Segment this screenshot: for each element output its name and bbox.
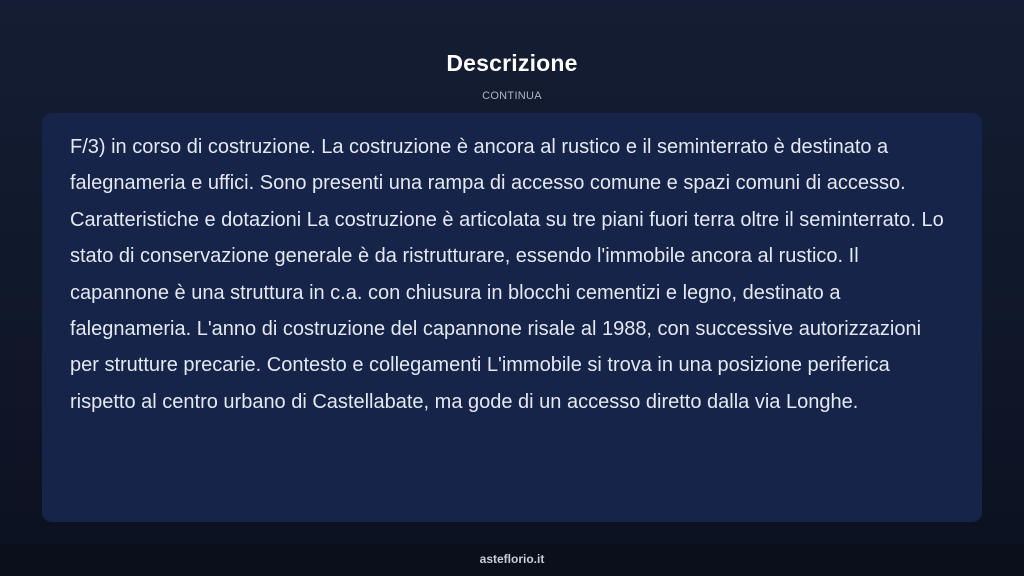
description-text: F/3) in corso di costruzione. La costruzione è ancora al rustico e il seminterrato è destinato a falegnameria e uffici. Sono presenti una rampa di accesso comune e spazi comuni di accesso. Caratteristiche e dotazioni La costruzione è articolata su tre piani fuori terra oltre il seminterrato. Lo stato di conservazione generale è da ristrutturare, essendo l'immobile ancora al rustico. Il capannone è una struttura in c.a. con chiusura in blocchi cementizi e legno, destinato a falegnameria. L'anno di costruzione del capannone risale al 1988, con successive autorizzazioni per strutture precarie. Contesto e collegamenti L'immobile si trova in una posizione periferica rispetto al centro urbano di Castellabate, ma gode di un accesso diretto dalla via Longhe. <box>70 136 944 413</box>
description-card <box>42 113 982 522</box>
footer-bar <box>0 544 1024 576</box>
footer-site-label: asteflorio.it <box>479 552 545 566</box>
page-subtitle: CONTINUA <box>482 90 542 102</box>
page-title: Descrizione <box>446 50 578 76</box>
